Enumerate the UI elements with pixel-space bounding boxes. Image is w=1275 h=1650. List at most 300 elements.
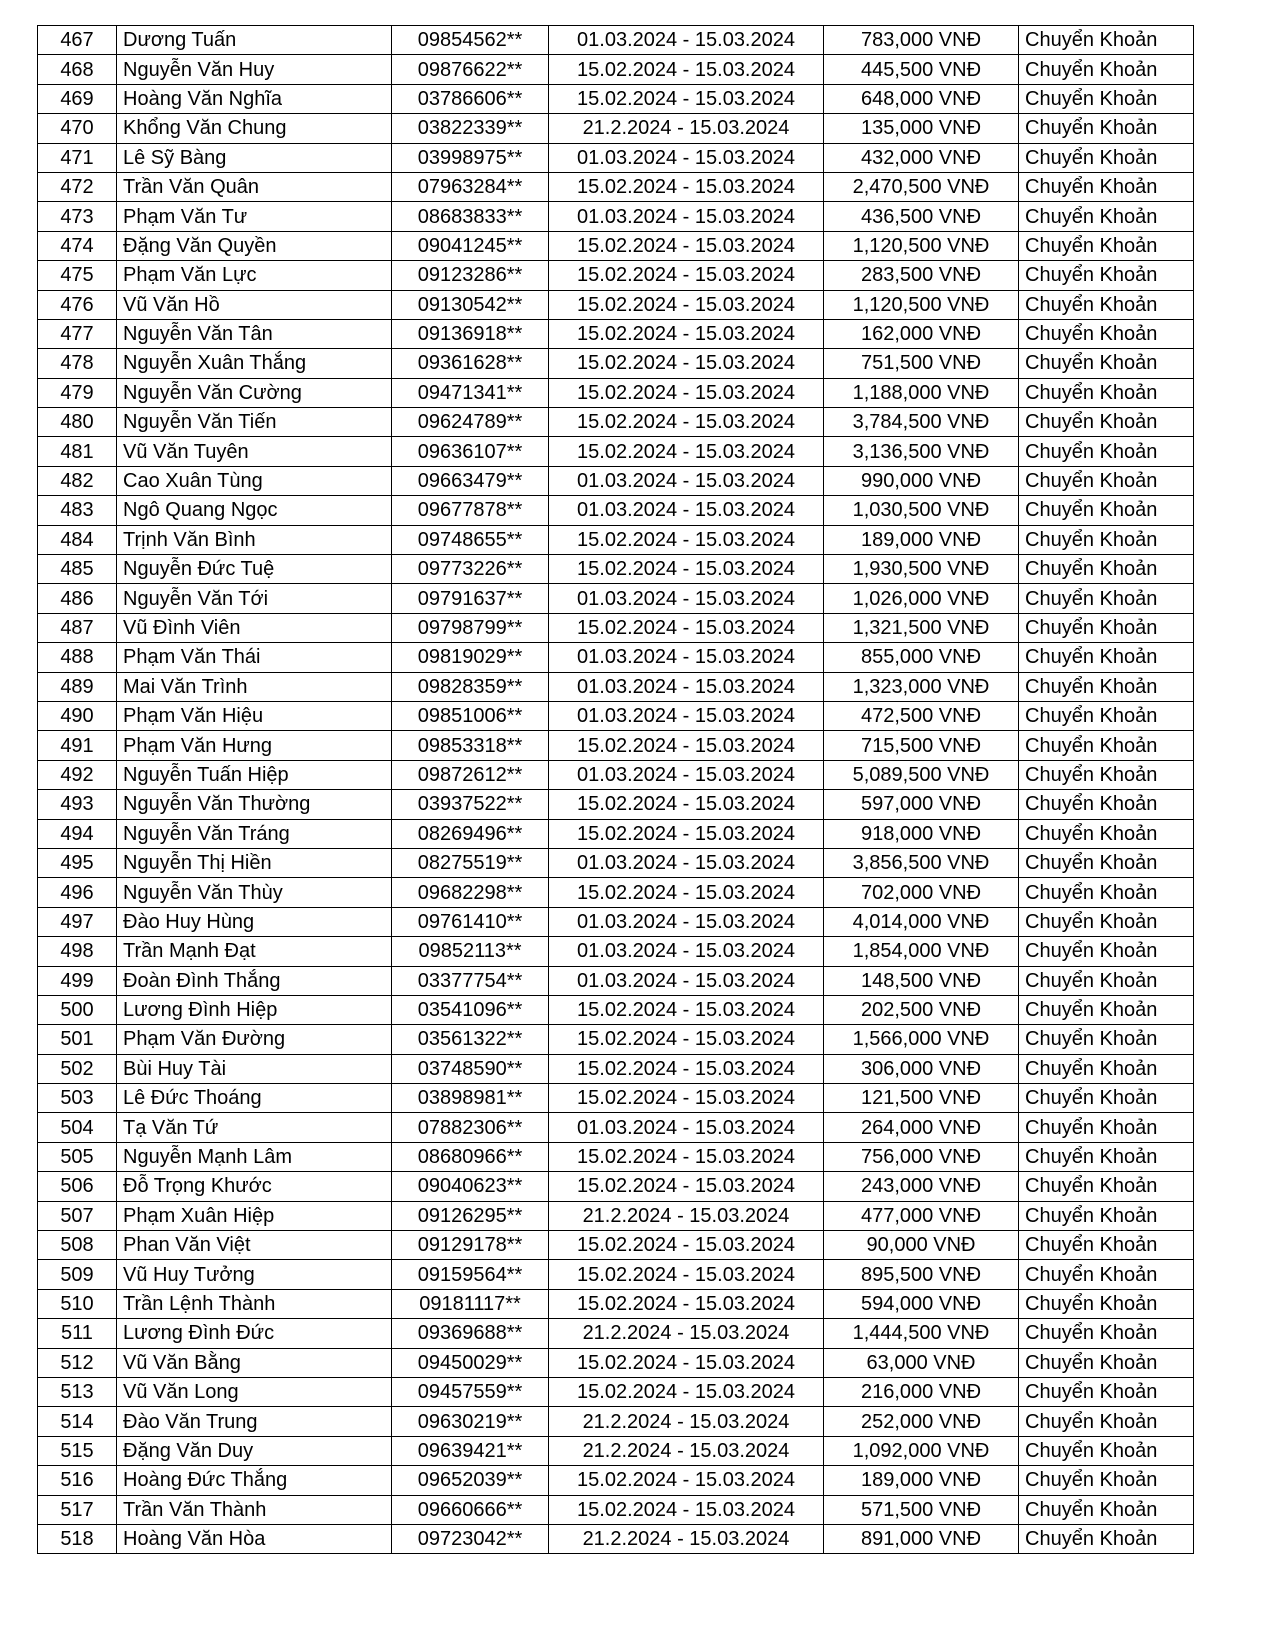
payment-method-cell: Chuyển Khoản <box>1019 172 1194 201</box>
phone-number-cell: 09853318** <box>392 731 549 760</box>
recipient-name-cell: Phạm Văn Tư <box>117 202 392 231</box>
recipient-name-cell: Nguyễn Văn Tráng <box>117 819 392 848</box>
amount-cell: 1,188,000 VNĐ <box>824 378 1019 407</box>
date-range-cell: 01.03.2024 - 15.03.2024 <box>549 584 824 613</box>
phone-number-cell: 09663479** <box>392 466 549 495</box>
table-row <box>38 261 1194 290</box>
recipient-name-cell: Phạm Văn Hiệu <box>117 701 392 730</box>
row-number-cell: 470 <box>38 114 117 143</box>
phone-number-cell: 09828359** <box>392 672 549 701</box>
row-number-cell: 497 <box>38 907 117 936</box>
table-row <box>38 525 1194 554</box>
amount-cell: 135,000 VNĐ <box>824 114 1019 143</box>
phone-number-cell: 09851006** <box>392 701 549 730</box>
row-number-cell: 509 <box>38 1260 117 1289</box>
amount-cell: 264,000 VNĐ <box>824 1113 1019 1142</box>
payment-method-cell: Chuyển Khoản <box>1019 848 1194 877</box>
row-number-cell: 474 <box>38 231 117 260</box>
table-row <box>38 672 1194 701</box>
table-row <box>38 408 1194 437</box>
date-range-cell: 15.02.2024 - 15.03.2024 <box>549 290 824 319</box>
row-number-cell: 512 <box>38 1348 117 1377</box>
recipient-name-cell: Hoàng Đức Thắng <box>117 1466 392 1495</box>
date-range-cell: 15.02.2024 - 15.03.2024 <box>549 1495 824 1524</box>
payment-method-cell: Chuyển Khoản <box>1019 1466 1194 1495</box>
recipient-name-cell: Nguyễn Văn Thường <box>117 790 392 819</box>
row-number-cell: 483 <box>38 496 117 525</box>
phone-number-cell: 03377754** <box>392 966 549 995</box>
table-row <box>38 319 1194 348</box>
table-row <box>38 466 1194 495</box>
row-number-cell: 471 <box>38 143 117 172</box>
recipient-name-cell: Tạ Văn Tứ <box>117 1113 392 1142</box>
row-number-cell: 477 <box>38 319 117 348</box>
phone-number-cell: 09639421** <box>392 1436 549 1465</box>
phone-number-cell: 09130542** <box>392 290 549 319</box>
phone-number-cell: 09682298** <box>392 878 549 907</box>
table-row <box>38 1231 1194 1260</box>
row-number-cell: 501 <box>38 1025 117 1054</box>
row-number-cell: 517 <box>38 1495 117 1524</box>
date-range-cell: 21.2.2024 - 15.03.2024 <box>549 1524 824 1553</box>
table-row <box>38 966 1194 995</box>
amount-cell: 189,000 VNĐ <box>824 1466 1019 1495</box>
phone-number-cell: 09457559** <box>392 1377 549 1406</box>
amount-cell: 189,000 VNĐ <box>824 525 1019 554</box>
amount-cell: 1,092,000 VNĐ <box>824 1436 1019 1465</box>
table-row <box>38 1436 1194 1465</box>
phone-number-cell: 03561322** <box>392 1025 549 1054</box>
row-number-cell: 480 <box>38 408 117 437</box>
date-range-cell: 01.03.2024 - 15.03.2024 <box>549 848 824 877</box>
payment-method-cell: Chuyển Khoản <box>1019 84 1194 113</box>
recipient-name-cell: Nguyễn Văn Tân <box>117 319 392 348</box>
payment-method-cell: Chuyển Khoản <box>1019 878 1194 907</box>
row-number-cell: 499 <box>38 966 117 995</box>
row-number-cell: 473 <box>38 202 117 231</box>
payment-method-cell: Chuyển Khoản <box>1019 1319 1194 1348</box>
amount-cell: 895,500 VNĐ <box>824 1260 1019 1289</box>
phone-number-cell: 09723042** <box>392 1524 549 1553</box>
recipient-name-cell: Cao Xuân Tùng <box>117 466 392 495</box>
phone-number-cell: 09361628** <box>392 349 549 378</box>
recipient-name-cell: Nguyễn Văn Tiến <box>117 408 392 437</box>
payment-method-cell: Chuyển Khoản <box>1019 1524 1194 1553</box>
date-range-cell: 01.03.2024 - 15.03.2024 <box>549 760 824 789</box>
payment-method-cell: Chuyển Khoản <box>1019 1113 1194 1142</box>
table-row <box>38 1319 1194 1348</box>
recipient-name-cell: Lê Đức Thoáng <box>117 1084 392 1113</box>
recipient-name-cell: Nguyễn Tuấn Hiệp <box>117 760 392 789</box>
recipient-name-cell: Hoàng Văn Hòa <box>117 1524 392 1553</box>
amount-cell: 148,500 VNĐ <box>824 966 1019 995</box>
table-row <box>38 1201 1194 1230</box>
phone-number-cell: 08269496** <box>392 819 549 848</box>
table-row <box>38 819 1194 848</box>
payment-method-cell: Chuyển Khoản <box>1019 1260 1194 1289</box>
payment-method-cell: Chuyển Khoản <box>1019 937 1194 966</box>
row-number-cell: 511 <box>38 1319 117 1348</box>
recipient-name-cell: Nguyễn Xuân Thắng <box>117 349 392 378</box>
phone-number-cell: 09041245** <box>392 231 549 260</box>
amount-cell: 597,000 VNĐ <box>824 790 1019 819</box>
date-range-cell: 15.02.2024 - 15.03.2024 <box>549 1260 824 1289</box>
table-row <box>38 555 1194 584</box>
recipient-name-cell: Nguyễn Đức Tuệ <box>117 555 392 584</box>
row-number-cell: 478 <box>38 349 117 378</box>
recipient-name-cell: Dương Tuấn <box>117 26 392 55</box>
payment-method-cell: Chuyển Khoản <box>1019 1025 1194 1054</box>
date-range-cell: 15.02.2024 - 15.03.2024 <box>549 1172 824 1201</box>
date-range-cell: 15.02.2024 - 15.03.2024 <box>549 319 824 348</box>
payment-method-cell: Chuyển Khoản <box>1019 1084 1194 1113</box>
payment-method-cell: Chuyển Khoản <box>1019 584 1194 613</box>
payment-method-cell: Chuyển Khoản <box>1019 143 1194 172</box>
table-row <box>38 496 1194 525</box>
phone-number-cell: 09819029** <box>392 643 549 672</box>
date-range-cell: 15.02.2024 - 15.03.2024 <box>549 1142 824 1171</box>
amount-cell: 3,784,500 VNĐ <box>824 408 1019 437</box>
payment-method-cell: Chuyển Khoản <box>1019 995 1194 1024</box>
row-number-cell: 518 <box>38 1524 117 1553</box>
amount-cell: 1,026,000 VNĐ <box>824 584 1019 613</box>
payment-method-cell: Chuyển Khoản <box>1019 760 1194 789</box>
phone-number-cell: 09123286** <box>392 261 549 290</box>
phone-number-cell: 03786606** <box>392 84 549 113</box>
recipient-name-cell: Đào Văn Trung <box>117 1407 392 1436</box>
payment-method-cell: Chuyển Khoản <box>1019 731 1194 760</box>
amount-cell: 306,000 VNĐ <box>824 1054 1019 1083</box>
date-range-cell: 15.02.2024 - 15.03.2024 <box>549 819 824 848</box>
row-number-cell: 496 <box>38 878 117 907</box>
row-number-cell: 506 <box>38 1172 117 1201</box>
phone-number-cell: 09129178** <box>392 1231 549 1260</box>
amount-cell: 243,000 VNĐ <box>824 1172 1019 1201</box>
date-range-cell: 15.02.2024 - 15.03.2024 <box>549 437 824 466</box>
recipient-name-cell: Nguyễn Mạnh Lâm <box>117 1142 392 1171</box>
payment-method-cell: Chuyển Khoản <box>1019 643 1194 672</box>
payment-method-cell: Chuyển Khoản <box>1019 790 1194 819</box>
row-number-cell: 513 <box>38 1377 117 1406</box>
row-number-cell: 491 <box>38 731 117 760</box>
amount-cell: 918,000 VNĐ <box>824 819 1019 848</box>
phone-number-cell: 09040623** <box>392 1172 549 1201</box>
amount-cell: 855,000 VNĐ <box>824 643 1019 672</box>
phone-number-cell: 09181117** <box>392 1289 549 1318</box>
phone-number-cell: 03822339** <box>392 114 549 143</box>
payment-method-cell: Chuyển Khoản <box>1019 819 1194 848</box>
recipient-name-cell: Phạm Văn Thái <box>117 643 392 672</box>
amount-cell: 594,000 VNĐ <box>824 1289 1019 1318</box>
amount-cell: 751,500 VNĐ <box>824 349 1019 378</box>
row-number-cell: 505 <box>38 1142 117 1171</box>
table-row <box>38 613 1194 642</box>
row-number-cell: 502 <box>38 1054 117 1083</box>
phone-number-cell: 09854562** <box>392 26 549 55</box>
row-number-cell: 486 <box>38 584 117 613</box>
phone-number-cell: 08680966** <box>392 1142 549 1171</box>
recipient-name-cell: Trần Lệnh Thành <box>117 1289 392 1318</box>
payment-method-cell: Chuyển Khoản <box>1019 408 1194 437</box>
row-number-cell: 469 <box>38 84 117 113</box>
recipient-name-cell: Phạm Văn Lực <box>117 261 392 290</box>
date-range-cell: 15.02.2024 - 15.03.2024 <box>549 995 824 1024</box>
date-range-cell: 15.02.2024 - 15.03.2024 <box>549 1348 824 1377</box>
date-range-cell: 15.02.2024 - 15.03.2024 <box>549 408 824 437</box>
amount-cell: 715,500 VNĐ <box>824 731 1019 760</box>
recipient-name-cell: Phạm Văn Đường <box>117 1025 392 1054</box>
table-row <box>38 1172 1194 1201</box>
date-range-cell: 01.03.2024 - 15.03.2024 <box>549 496 824 525</box>
row-number-cell: 481 <box>38 437 117 466</box>
recipient-name-cell: Vũ Văn Bằng <box>117 1348 392 1377</box>
date-range-cell: 21.2.2024 - 15.03.2024 <box>549 1407 824 1436</box>
table-row <box>38 202 1194 231</box>
payment-method-cell: Chuyển Khoản <box>1019 466 1194 495</box>
amount-cell: 2,470,500 VNĐ <box>824 172 1019 201</box>
payment-method-cell: Chuyển Khoản <box>1019 437 1194 466</box>
recipient-name-cell: Nguyễn Thị Hiền <box>117 848 392 877</box>
amount-cell: 756,000 VNĐ <box>824 1142 1019 1171</box>
date-range-cell: 21.2.2024 - 15.03.2024 <box>549 114 824 143</box>
amount-cell: 648,000 VNĐ <box>824 84 1019 113</box>
table-row <box>38 701 1194 730</box>
table-row <box>38 290 1194 319</box>
payment-method-cell: Chuyển Khoản <box>1019 966 1194 995</box>
recipient-name-cell: Trịnh Văn Bình <box>117 525 392 554</box>
row-number-cell: 482 <box>38 466 117 495</box>
amount-cell: 121,500 VNĐ <box>824 1084 1019 1113</box>
amount-cell: 1,120,500 VNĐ <box>824 231 1019 260</box>
payment-method-cell: Chuyển Khoản <box>1019 1142 1194 1171</box>
amount-cell: 1,321,500 VNĐ <box>824 613 1019 642</box>
table-row <box>38 907 1194 936</box>
table-row <box>38 1025 1194 1054</box>
table-row <box>38 172 1194 201</box>
phone-number-cell: 09660666** <box>392 1495 549 1524</box>
amount-cell: 90,000 VNĐ <box>824 1231 1019 1260</box>
date-range-cell: 15.02.2024 - 15.03.2024 <box>549 1289 824 1318</box>
phone-number-cell: 09471341** <box>392 378 549 407</box>
payment-method-cell: Chuyển Khoản <box>1019 907 1194 936</box>
row-number-cell: 494 <box>38 819 117 848</box>
date-range-cell: 15.02.2024 - 15.03.2024 <box>549 555 824 584</box>
phone-number-cell: 09677878** <box>392 496 549 525</box>
recipient-name-cell: Đoàn Đình Thắng <box>117 966 392 995</box>
payment-method-cell: Chuyển Khoản <box>1019 701 1194 730</box>
date-range-cell: 15.02.2024 - 15.03.2024 <box>549 55 824 84</box>
payment-method-cell: Chuyển Khoản <box>1019 672 1194 701</box>
table-row <box>38 437 1194 466</box>
table-row <box>38 1377 1194 1406</box>
phone-number-cell: 08683833** <box>392 202 549 231</box>
date-range-cell: 15.02.2024 - 15.03.2024 <box>549 1025 824 1054</box>
table-row <box>38 1084 1194 1113</box>
phone-number-cell: 09773226** <box>392 555 549 584</box>
date-range-cell: 15.02.2024 - 15.03.2024 <box>549 349 824 378</box>
table-row <box>38 995 1194 1024</box>
amount-cell: 63,000 VNĐ <box>824 1348 1019 1377</box>
phone-number-cell: 03898981** <box>392 1084 549 1113</box>
row-number-cell: 475 <box>38 261 117 290</box>
phone-number-cell: 09872612** <box>392 760 549 789</box>
phone-number-cell: 09852113** <box>392 937 549 966</box>
row-number-cell: 472 <box>38 172 117 201</box>
phone-number-cell: 09369688** <box>392 1319 549 1348</box>
date-range-cell: 15.02.2024 - 15.03.2024 <box>549 172 824 201</box>
recipient-name-cell: Nguyễn Văn Thùy <box>117 878 392 907</box>
date-range-cell: 01.03.2024 - 15.03.2024 <box>549 643 824 672</box>
date-range-cell: 15.02.2024 - 15.03.2024 <box>549 731 824 760</box>
payment-method-cell: Chuyển Khoản <box>1019 319 1194 348</box>
recipient-name-cell: Lương Đình Hiệp <box>117 995 392 1024</box>
recipient-name-cell: Lê Sỹ Bàng <box>117 143 392 172</box>
row-number-cell: 507 <box>38 1201 117 1230</box>
row-number-cell: 487 <box>38 613 117 642</box>
amount-cell: 477,000 VNĐ <box>824 1201 1019 1230</box>
recipient-name-cell: Vũ Đình Viên <box>117 613 392 642</box>
row-number-cell: 516 <box>38 1466 117 1495</box>
phone-number-cell: 03998975** <box>392 143 549 172</box>
payment-method-cell: Chuyển Khoản <box>1019 496 1194 525</box>
amount-cell: 4,014,000 VNĐ <box>824 907 1019 936</box>
recipient-name-cell: Trần Văn Thành <box>117 1495 392 1524</box>
payment-method-cell: Chuyển Khoản <box>1019 1231 1194 1260</box>
date-range-cell: 15.02.2024 - 15.03.2024 <box>549 231 824 260</box>
phone-number-cell: 09450029** <box>392 1348 549 1377</box>
recipient-name-cell: Đặng Văn Quyền <box>117 231 392 260</box>
table-row <box>38 584 1194 613</box>
table-row <box>38 1289 1194 1318</box>
date-range-cell: 01.03.2024 - 15.03.2024 <box>549 672 824 701</box>
row-number-cell: 467 <box>38 26 117 55</box>
payment-method-cell: Chuyển Khoản <box>1019 1407 1194 1436</box>
row-number-cell: 498 <box>38 937 117 966</box>
amount-cell: 432,000 VNĐ <box>824 143 1019 172</box>
amount-cell: 1,323,000 VNĐ <box>824 672 1019 701</box>
row-number-cell: 514 <box>38 1407 117 1436</box>
payment-method-cell: Chuyển Khoản <box>1019 231 1194 260</box>
row-number-cell: 500 <box>38 995 117 1024</box>
recipient-name-cell: Phan Văn Việt <box>117 1231 392 1260</box>
phone-number-cell: 09761410** <box>392 907 549 936</box>
payment-method-cell: Chuyển Khoản <box>1019 349 1194 378</box>
phone-number-cell: 08275519** <box>392 848 549 877</box>
row-number-cell: 468 <box>38 55 117 84</box>
phone-number-cell: 03541096** <box>392 995 549 1024</box>
table-row <box>38 937 1194 966</box>
row-number-cell: 476 <box>38 290 117 319</box>
phone-number-cell: 09126295** <box>392 1201 549 1230</box>
amount-cell: 283,500 VNĐ <box>824 261 1019 290</box>
phone-number-cell: 07882306** <box>392 1113 549 1142</box>
table-row <box>38 1113 1194 1142</box>
table-row <box>38 1260 1194 1289</box>
table-row <box>38 231 1194 260</box>
payment-method-cell: Chuyển Khoản <box>1019 1436 1194 1465</box>
recipient-name-cell: Phạm Xuân Hiệp <box>117 1201 392 1230</box>
recipient-name-cell: Ngô Quang Ngọc <box>117 496 392 525</box>
date-range-cell: 15.02.2024 - 15.03.2024 <box>549 261 824 290</box>
row-number-cell: 492 <box>38 760 117 789</box>
row-number-cell: 479 <box>38 378 117 407</box>
date-range-cell: 01.03.2024 - 15.03.2024 <box>549 202 824 231</box>
date-range-cell: 15.02.2024 - 15.03.2024 <box>549 1231 824 1260</box>
recipient-name-cell: Hoàng Văn Nghĩa <box>117 84 392 113</box>
row-number-cell: 495 <box>38 848 117 877</box>
table-row <box>38 1407 1194 1436</box>
phone-number-cell: 09636107** <box>392 437 549 466</box>
phone-number-cell: 09791637** <box>392 584 549 613</box>
payment-table-body <box>38 26 1194 1554</box>
amount-cell: 252,000 VNĐ <box>824 1407 1019 1436</box>
amount-cell: 5,089,500 VNĐ <box>824 760 1019 789</box>
row-number-cell: 488 <box>38 643 117 672</box>
amount-cell: 3,136,500 VNĐ <box>824 437 1019 466</box>
payment-method-cell: Chuyển Khoản <box>1019 1289 1194 1318</box>
amount-cell: 702,000 VNĐ <box>824 878 1019 907</box>
date-range-cell: 01.03.2024 - 15.03.2024 <box>549 701 824 730</box>
phone-number-cell: 09876622** <box>392 55 549 84</box>
amount-cell: 436,500 VNĐ <box>824 202 1019 231</box>
table-row <box>38 26 1194 55</box>
payment-method-cell: Chuyển Khoản <box>1019 55 1194 84</box>
row-number-cell: 493 <box>38 790 117 819</box>
phone-number-cell: 09630219** <box>392 1407 549 1436</box>
date-range-cell: 15.02.2024 - 15.03.2024 <box>549 1084 824 1113</box>
recipient-name-cell: Vũ Huy Tưởng <box>117 1260 392 1289</box>
date-range-cell: 01.03.2024 - 15.03.2024 <box>549 466 824 495</box>
date-range-cell: 15.02.2024 - 15.03.2024 <box>549 1054 824 1083</box>
phone-number-cell: 03748590** <box>392 1054 549 1083</box>
row-number-cell: 484 <box>38 525 117 554</box>
table-row <box>38 378 1194 407</box>
date-range-cell: 15.02.2024 - 15.03.2024 <box>549 878 824 907</box>
payment-table <box>37 25 1194 1554</box>
date-range-cell: 15.02.2024 - 15.03.2024 <box>549 613 824 642</box>
date-range-cell: 15.02.2024 - 15.03.2024 <box>549 1466 824 1495</box>
amount-cell: 445,500 VNĐ <box>824 55 1019 84</box>
phone-number-cell: 09652039** <box>392 1466 549 1495</box>
amount-cell: 202,500 VNĐ <box>824 995 1019 1024</box>
recipient-name-cell: Phạm Văn Hưng <box>117 731 392 760</box>
amount-cell: 1,030,500 VNĐ <box>824 496 1019 525</box>
table-row <box>38 349 1194 378</box>
recipient-name-cell: Nguyễn Văn Cường <box>117 378 392 407</box>
phone-number-cell: 07963284** <box>392 172 549 201</box>
recipient-name-cell: Khổng Văn Chung <box>117 114 392 143</box>
amount-cell: 1,444,500 VNĐ <box>824 1319 1019 1348</box>
table-row <box>38 760 1194 789</box>
row-number-cell: 515 <box>38 1436 117 1465</box>
payment-method-cell: Chuyển Khoản <box>1019 114 1194 143</box>
recipient-name-cell: Đỗ Trọng Khước <box>117 1172 392 1201</box>
recipient-name-cell: Mai Văn Trình <box>117 672 392 701</box>
amount-cell: 3,856,500 VNĐ <box>824 848 1019 877</box>
recipient-name-cell: Đặng Văn Duy <box>117 1436 392 1465</box>
date-range-cell: 01.03.2024 - 15.03.2024 <box>549 1113 824 1142</box>
date-range-cell: 15.02.2024 - 15.03.2024 <box>549 378 824 407</box>
phone-number-cell: 09798799** <box>392 613 549 642</box>
amount-cell: 571,500 VNĐ <box>824 1495 1019 1524</box>
table-row <box>38 790 1194 819</box>
recipient-name-cell: Trần Mạnh Đạt <box>117 937 392 966</box>
date-range-cell: 01.03.2024 - 15.03.2024 <box>549 966 824 995</box>
date-range-cell: 01.03.2024 - 15.03.2024 <box>549 143 824 172</box>
recipient-name-cell: Vũ Văn Tuyên <box>117 437 392 466</box>
recipient-name-cell: Vũ Văn Hồ <box>117 290 392 319</box>
phone-number-cell: 09159564** <box>392 1260 549 1289</box>
